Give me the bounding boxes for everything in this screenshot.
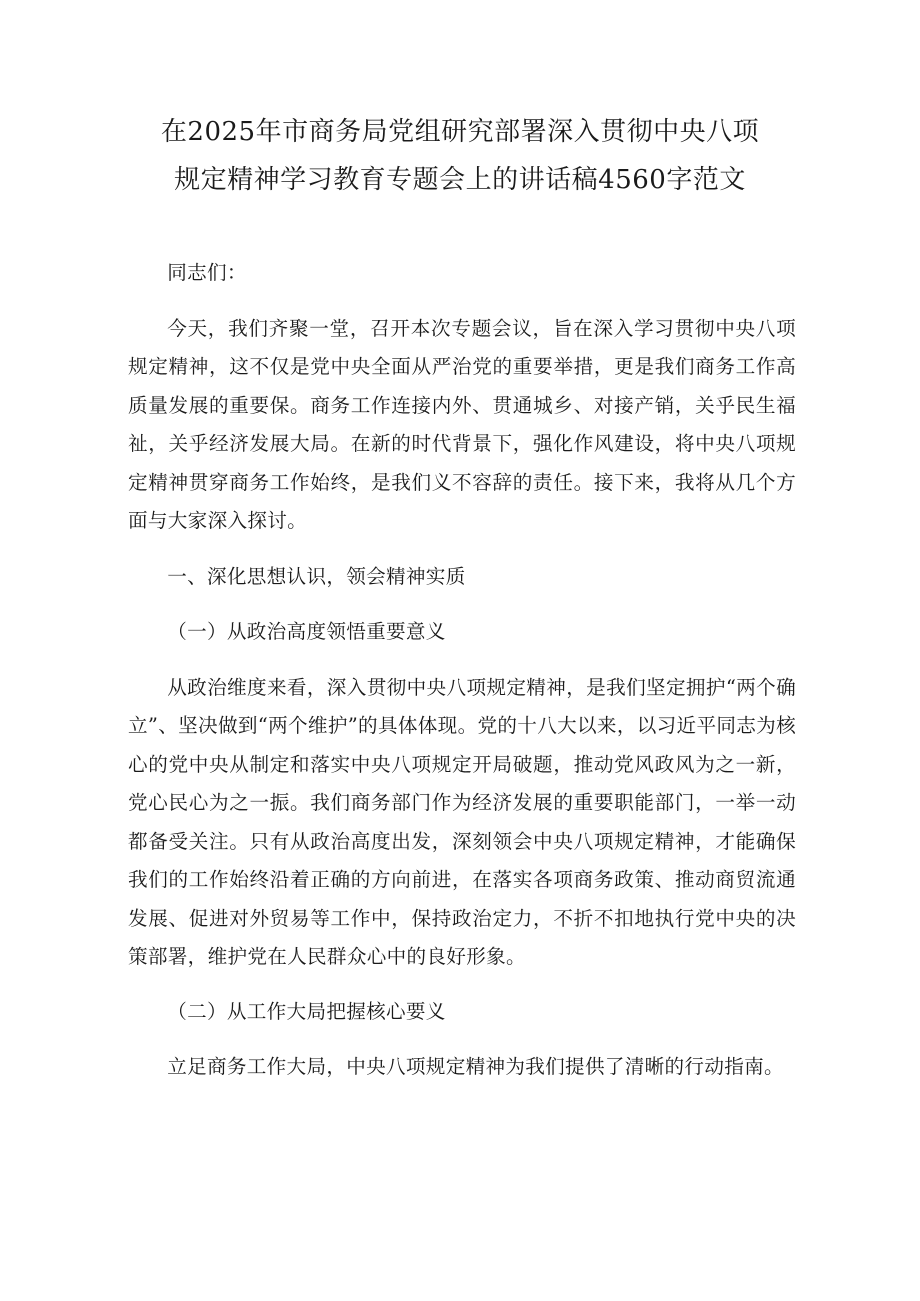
subsection-heading-2: （二）从工作大局把握核心要义 [167, 999, 446, 1023]
salutation: 同志们： [167, 261, 247, 284]
paragraph-intro: 今天，我们齐聚一堂，召开本次专题会议，旨在深入学习贯彻中央八项规定精神，这不仅是党中央全面从严治党的重要举措，更是我们商务工作高质量发展的重要保。商务工作连接内外、贯通城乡、对接产销，关乎民生福祉，关乎经济发展大局。在新的时代背景下，强化作风建设，将中央八项规定精神贯穿商务工作始终，是我们义不容辞的责任。接下来，我将从几个方面与大家深入探讨。 [128, 316, 796, 532]
document-title [0, 108, 920, 204]
paragraph-work-overall: 立足商务工作大局，中央八项规定精神为我们提供了清晰的行动指南。 [167, 1055, 784, 1078]
title-line-1: 在2025年市商务局党组研究部署深入贯彻中央八项 [160, 117, 760, 147]
document-body [128, 254, 796, 1087]
title-line-2: 规定精神学习教育专题会上的讲话稿4560字范文 [174, 165, 746, 195]
paragraph-political: 从政治维度来看，深入贯彻中央八项规定精神，是我们坚定拥护“两个确立”、坚决做到“两个维护”的具体体现。党的十八大以来，以习近平同志为核心的党中央从制定和落实中央八项规定开局破题，推动党风政风为之一新，党心民心为之一振。我们商务部门作为经济发展的重要职能部门，一举一动都备受关注。只有从政治高度出发，深刻领会中央八项规定精神，才能确保我们的工作始终沿着正确的方向前进，在落实各项商务政策、推动商贸流通发展、促进对外贸易等工作中，保持政治定力，不折不扣地执行党中央的决策部署，维护党在人民群众心中的良好形象。 [128, 675, 796, 968]
subsection-heading-1: （一）从政治高度领悟重要意义 [167, 620, 446, 643]
section-heading-1: 一、深化思想认识，领会精神实质 [167, 564, 466, 588]
